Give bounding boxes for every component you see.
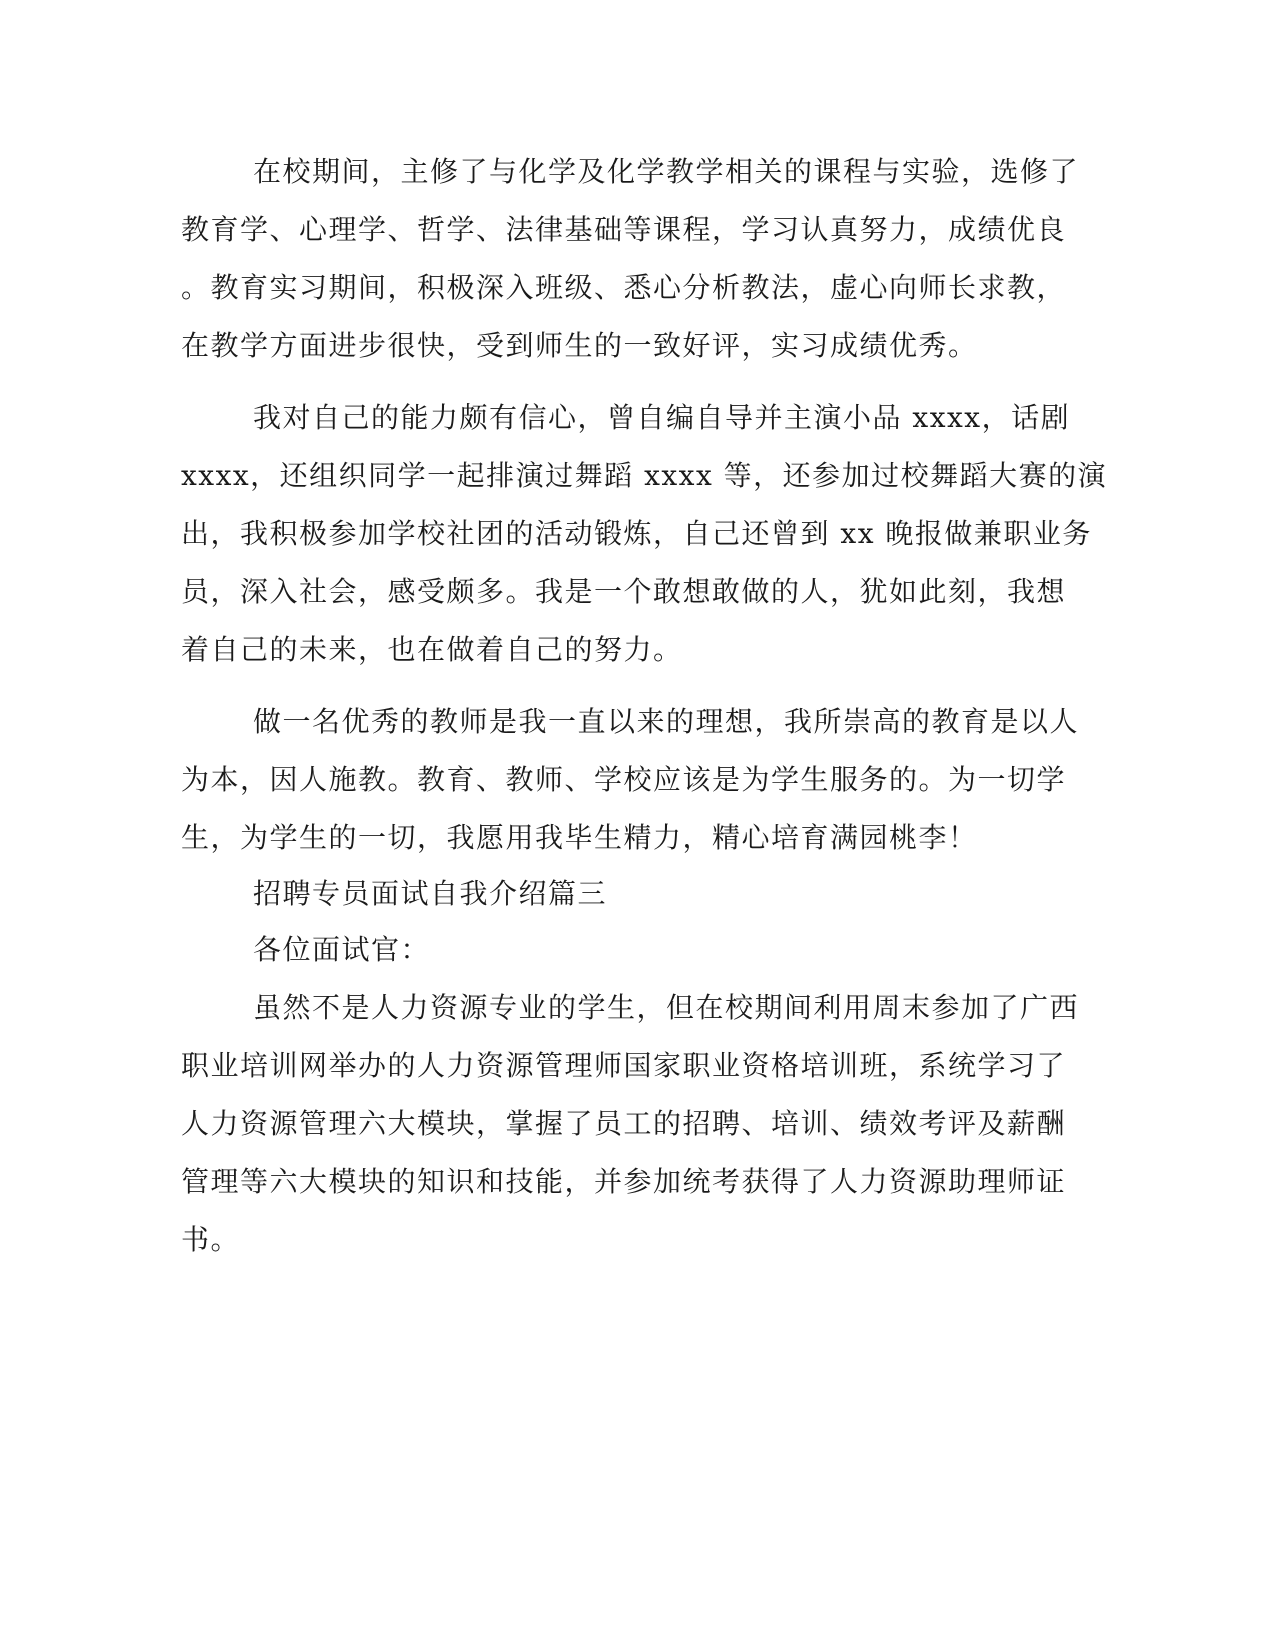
section-heading: 招聘专员面试自我介绍篇三: [253, 877, 608, 910]
text-line: 做一名优秀的教师是我一直以来的理想，我所崇高的教育是以人: [253, 705, 1080, 738]
text-line: 书。: [181, 1223, 241, 1256]
text-line: 着自己的未来，也在做着自己的努力。: [181, 633, 683, 666]
text-line: 职业培训网举办的人力资源管理师国家职业资格培训班，系统学习了: [181, 1049, 1067, 1082]
text-line: 生，为学生的一切，我愿用我毕生精力，精心培育满园桃李！: [181, 821, 978, 854]
text-line: 。教育实习期间，积极深入班级、悉心分析教法，虚心向师长求教，: [181, 271, 1067, 304]
text-line: 出，我积极参加学校社团的活动锻炼，自己还曾到 xx 晚报做兼职业务: [181, 517, 1092, 550]
text-line: 在校期间，主修了与化学及化学教学相关的课程与实验，选修了: [253, 155, 1080, 188]
text-line: 为本，因人施教。教育、教师、学校应该是为学生服务的。为一切学: [181, 763, 1067, 796]
text-line: 在教学方面进步很快，受到师生的一致好评，实习成绩优秀。: [181, 329, 978, 362]
text-line: xxxx，还组织同学一起排演过舞蹈 xxxx 等，还参加过校舞蹈大赛的演: [181, 459, 1108, 492]
text-line: 我对自己的能力颇有信心，曾自编自导并主演小品 xxxx，话剧: [253, 401, 1071, 434]
text-line: 人力资源管理六大模块，掌握了员工的招聘、培训、绩效考评及薪酬: [181, 1107, 1067, 1140]
text-line: 员，深入社会，感受颇多。我是一个敢想敢做的人，犹如此刻，我想: [181, 575, 1067, 608]
salutation: 各位面试官：: [253, 933, 431, 966]
text-line: 虽然不是人力资源专业的学生，但在校期间利用周末参加了广西: [253, 991, 1080, 1024]
text-line: 教育学、心理学、哲学、法律基础等课程，学习认真努力，成绩优良: [181, 213, 1067, 246]
text-line: 管理等六大模块的知识和技能，并参加统考获得了人力资源助理师证: [181, 1165, 1067, 1198]
